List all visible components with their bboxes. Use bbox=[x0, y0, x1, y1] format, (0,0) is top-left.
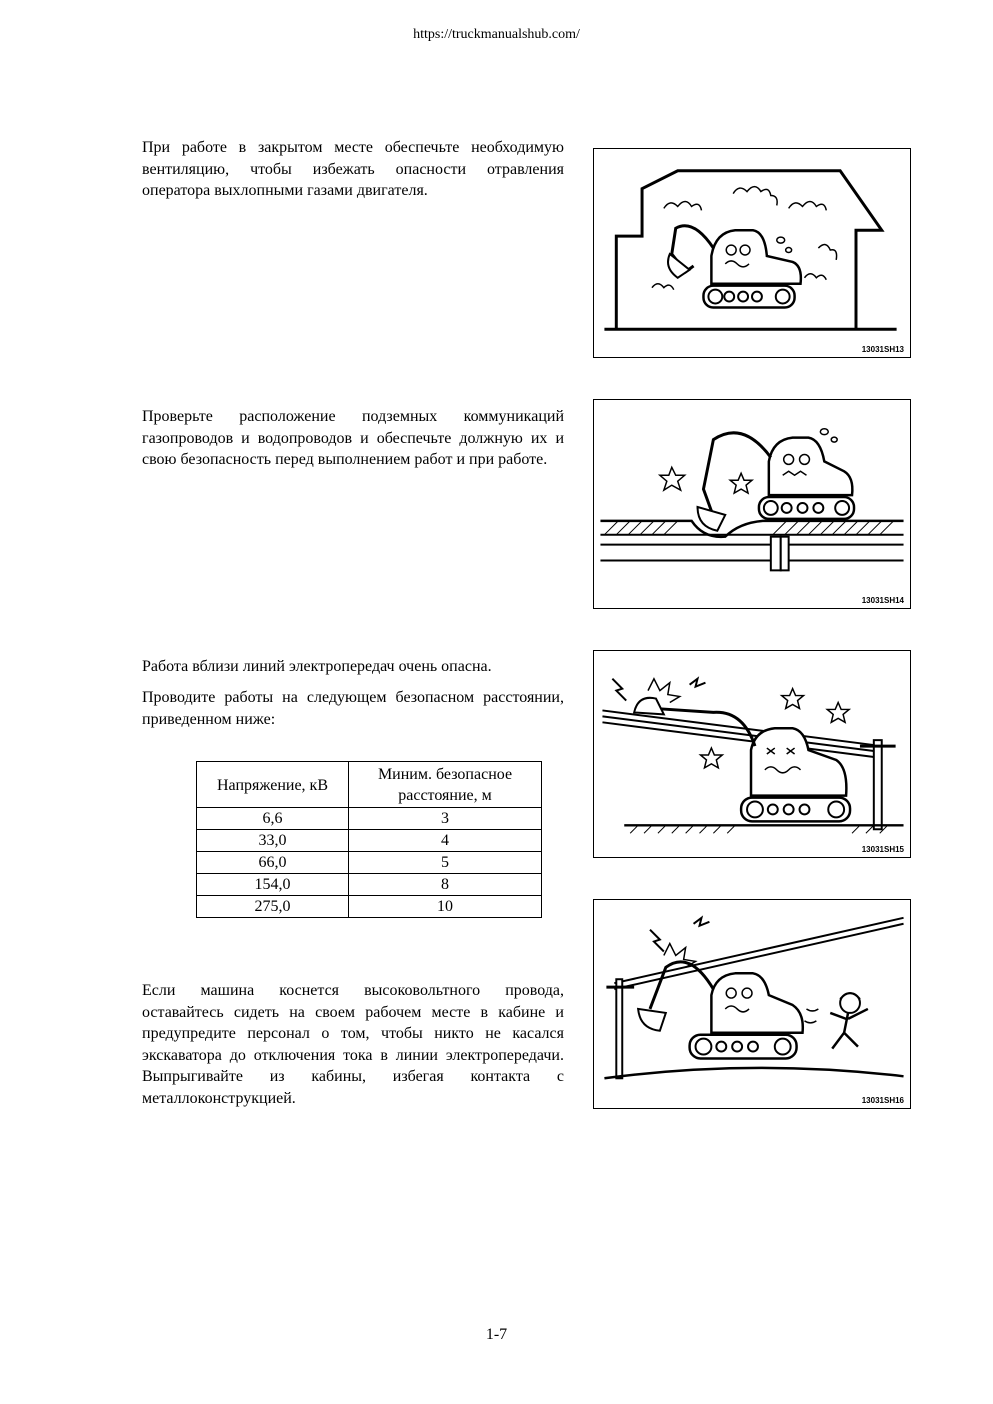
excavator-near-power-line-illustration bbox=[594, 651, 910, 857]
safe-distance-table bbox=[196, 761, 542, 918]
underground-utilities-text: Проверьте расположение подземных коммуникаций газопроводов и водопроводов и обеспечьте должную их и свою безопасность перед выполнением работ и при работе. bbox=[142, 408, 564, 468]
figure-high-voltage-contact bbox=[593, 899, 911, 1109]
table-header-row bbox=[197, 762, 542, 808]
table-row bbox=[197, 830, 542, 852]
distance-cell: 4 bbox=[349, 830, 542, 852]
voltage-cell: 275,0 bbox=[197, 896, 349, 918]
power-lines-warning-text: Работа вблизи линий электропередач очень опасна. bbox=[142, 658, 492, 675]
voltage-header: Напряжение, кВ bbox=[197, 762, 349, 808]
excavator-in-building-illustration bbox=[594, 149, 910, 357]
distance-cell: 3 bbox=[349, 808, 542, 830]
voltage-cell: 6,6 bbox=[197, 808, 349, 830]
page-number: 1-7 bbox=[485, 1326, 508, 1343]
figure-enclosed-space bbox=[593, 148, 911, 358]
high-voltage-contact-text: Если машина коснется высоковольтного провода, оставайтесь сидеть на своем рабочем месте в кабине и предупредите персонал о том, чтобы никто не касался экскаватора до отключения тока в линии электропередачи. Выпрыгивайте из кабины, избегая контакта с металлоконструкцией. bbox=[142, 982, 564, 1107]
table-row bbox=[197, 852, 542, 874]
voltage-cell: 33,0 bbox=[197, 830, 349, 852]
voltage-cell: 66,0 bbox=[197, 852, 349, 874]
figure-underground-utilities bbox=[593, 399, 911, 609]
distance-cell: 10 bbox=[349, 896, 542, 918]
voltage-cell: 154,0 bbox=[197, 874, 349, 896]
excavator-digging-pipe-illustration bbox=[594, 400, 910, 608]
safe-distance-text: Проводите работы на следующем безопасном расстоянии, приведенном ниже: bbox=[142, 689, 564, 728]
header-url: https://truckmanualshub.com/ bbox=[413, 27, 580, 42]
distance-header: Миним. безопасное расстояние, м bbox=[349, 762, 542, 808]
figure-code: 13031SH15 bbox=[861, 845, 904, 854]
distance-cell: 5 bbox=[349, 852, 542, 874]
ventilation-text: При работе в закрытом месте обеспечьте необходимую вентиляцию, чтобы избежать опасности отравления оператора выхлопными газами двигателя. bbox=[142, 139, 564, 199]
figure-code: 13031SH14 bbox=[861, 596, 904, 605]
figure-power-lines bbox=[593, 650, 911, 858]
table-row bbox=[197, 874, 542, 896]
figure-code: 13031SH13 bbox=[861, 345, 904, 354]
table-row bbox=[197, 896, 542, 918]
operator-jumping-from-excavator-illustration bbox=[594, 900, 910, 1108]
distance-cell: 8 bbox=[349, 874, 542, 896]
table-row bbox=[197, 808, 542, 830]
figure-code: 13031SH16 bbox=[861, 1096, 904, 1105]
